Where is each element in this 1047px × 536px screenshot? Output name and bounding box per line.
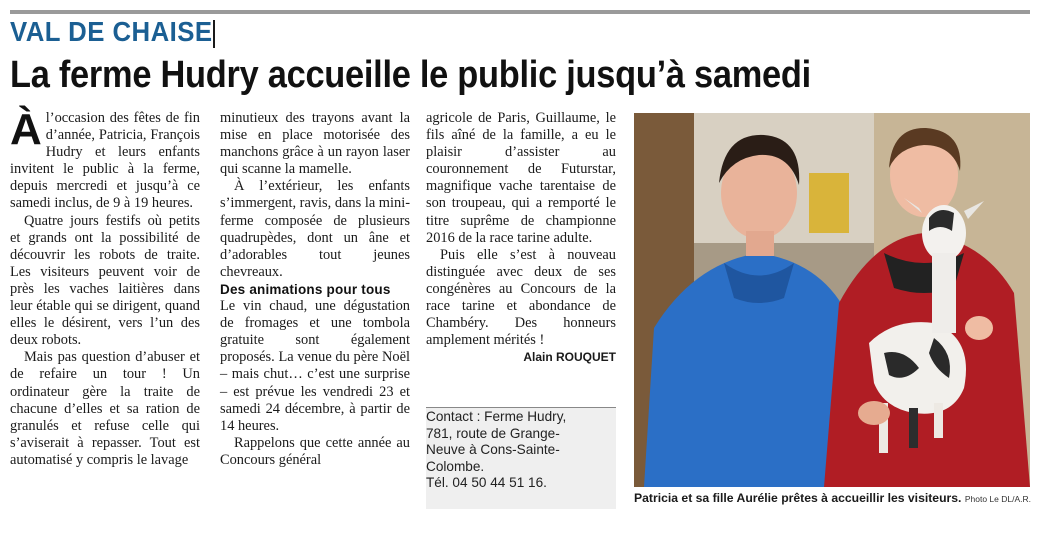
photo-caption	[634, 491, 1030, 505]
photo-credit: Photo Le DL/A.R.	[964, 494, 1031, 504]
article-column-3	[426, 110, 616, 366]
contact-line: Contact : Ferme Hudry,	[426, 409, 567, 424]
contact-line: 781, route de Grange-	[426, 425, 560, 441]
article-paragraph: Puis elle s’est à nouveau distinguée avec deux de ses congénères au Concours de la race tarine et abondance de Chambéry. Des honneurs amplement mérités !	[426, 246, 616, 349]
article-paragraph: Le vin chaud, une dégustation de fromages et une tombola gratuite sont également proposés. La venue du père Noël – mais chut… c’est une surprise – est prévue les vendredi 23 et samedi 24 décembre, à partir de 14 heures.	[220, 298, 410, 434]
photo-illustration	[634, 113, 1030, 487]
drop-cap: À	[10, 105, 42, 154]
author-byline: Alain ROUQUET	[523, 350, 616, 365]
article-paragraph: À l’occasion des fêtes de fin d’année, Patricia, François Hudry et leurs enfants invitent le public à la ferme, depuis mercredi et jusqu’à ce samedi inclus, de 9 à 19 heures.	[10, 105, 200, 212]
article-column-2	[220, 110, 410, 469]
subheading: Des animations pour tous	[220, 281, 391, 297]
contact-box	[426, 409, 616, 492]
article-paragraph: Quatre jours festifs où petits et grands ont la possibilité de découvrir les robots de traite. Les visiteurs peuvent voir de près les vaches laitières dans leur étable qui se dirigent, quand elles le désirent, vers l’un des deux robots.	[10, 212, 200, 349]
contact-phone: Tél. 04 50 44 51 16.	[426, 475, 547, 491]
article-paragraph: Rappelons que cette année au Concours général	[220, 434, 410, 468]
article-photo	[634, 113, 1030, 487]
headline: La ferme Hudry accueille le public jusqu’à samedi	[10, 54, 811, 96]
contact-line: Neuve à Cons-Sainte-	[426, 442, 560, 458]
section-title: VAL DE CHAISE	[10, 16, 213, 47]
article-paragraph: Mais pas question d’abuser et de refaire un tour ! Un ordinateur gère la traite de chacune d’elles et sa ration de granulés et refuse celle qui s’aviserait à repasser. Tout est automatisé y compris le lavage	[10, 349, 200, 468]
contact-line: Colombe.	[426, 458, 485, 474]
caption-text: Patricia et sa fille Aurélie prêtes à accueillir les visiteurs.	[634, 491, 962, 505]
article-paragraph: À l’extérieur, les enfants s’immergent, ravis, dans la mini-ferme composée de plusieurs quadrupèdes, dont un âne et d’adorables tout jeunes chevreaux.	[220, 178, 410, 280]
article-paragraph: minutieux des trayons avant la mise en place motorisée des manchons grâce à un rayon laser qui scanne la mamelle.	[220, 110, 410, 178]
contact-rule	[426, 407, 616, 408]
section-divider	[213, 20, 215, 48]
article-column-1	[10, 105, 200, 469]
top-rule	[10, 10, 1030, 14]
article-paragraph: agricole de Paris, Guillaume, le fils aîné de la famille, a eu le plaisir d’assister au couronnement de Futurstar, magnifique vache tarentaise de son troupeau, qui a remporté le titre suprême de championne 2016 de la race tarine adulte.	[426, 110, 616, 246]
